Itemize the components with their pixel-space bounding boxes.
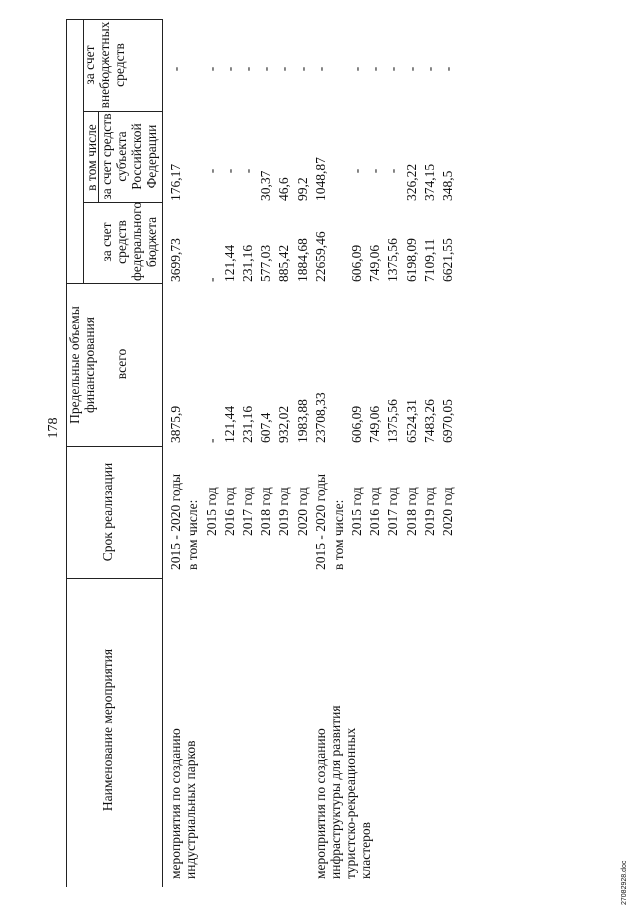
table-top-border [66, 19, 67, 887]
row-period: 2020 год [440, 487, 455, 536]
row-period-including: в том числе: [331, 499, 346, 570]
header-including: в том числе [84, 124, 99, 191]
row-extra: - [222, 66, 237, 72]
header-regional: за счет средств субъекта Российской Федерации [99, 113, 159, 200]
row-period: 2016 год [367, 487, 382, 536]
header-federal: за счет средств федерального бюджета [99, 201, 159, 281]
row-extra: - [204, 66, 219, 72]
row-extra: - [276, 66, 291, 72]
row-regional: 176,17 [168, 163, 183, 201]
row-regional: 1048,87 [313, 157, 328, 201]
row-total: 606,09 [349, 405, 364, 443]
row-extra: - [240, 66, 255, 72]
row-federal: 6621,55 [440, 238, 455, 282]
row-total: 1375,56 [385, 399, 400, 443]
row-period: 2020 год [295, 487, 310, 536]
row-regional: - [222, 168, 237, 174]
row-total: 607,4 [258, 412, 273, 443]
row-federal: 6198,09 [404, 238, 419, 282]
row-regional: - [204, 168, 219, 174]
row-extra: - [295, 66, 310, 72]
row-extra: - [258, 66, 273, 72]
row-extra: - [385, 66, 400, 72]
row-regional: 326,22 [404, 163, 419, 201]
row-name-tourist-clusters: мероприятия по созданию инфраструктуры для развития туристско-рекреационных кластеров [313, 705, 373, 879]
row-extra: - [440, 66, 455, 72]
row-regional: - [385, 168, 400, 174]
row-federal: 577,03 [258, 244, 273, 282]
col-divider-period [66, 446, 163, 447]
row-extra: - [313, 66, 328, 72]
header-period: Срок реализации [100, 462, 115, 562]
row-federal: 22659,46 [313, 231, 328, 282]
row-regional: 348,5 [440, 170, 455, 201]
row-regional: 99,2 [295, 177, 310, 201]
row-regional: 46,6 [276, 177, 291, 201]
row-extra: - [404, 66, 419, 72]
row-total: 6970,05 [440, 399, 455, 443]
row-federal: 885,42 [276, 244, 291, 282]
row-period: 2017 год [385, 487, 400, 536]
doc-id: 27082928.doc [621, 860, 628, 905]
row-federal: 121,44 [222, 244, 237, 282]
row-total: 231,16 [240, 405, 255, 443]
row-period: 2019 год [422, 487, 437, 536]
row-period: 2018 год [258, 487, 273, 536]
row-regional: - [367, 168, 382, 174]
row-federal: 7109,11 [422, 238, 437, 282]
header-bottom-border [162, 19, 163, 887]
row-total: 23708,33 [313, 392, 328, 443]
row-total: - [204, 438, 219, 443]
row-federal: 231,16 [240, 244, 255, 282]
row-period: 2015 - 2020 годы [168, 473, 183, 570]
row-extra: - [168, 66, 183, 72]
row-regional: - [349, 168, 364, 174]
row-federal: 606,09 [349, 244, 364, 282]
row-total: 1983,88 [295, 399, 310, 443]
page-number: 178 [46, 417, 61, 439]
row-federal: 1375,56 [385, 238, 400, 282]
row-period: 2015 год [349, 487, 364, 536]
row-total: 7483,26 [422, 399, 437, 443]
row-total: 749,06 [367, 405, 382, 443]
row-period: 2016 год [222, 487, 237, 536]
col-divider-name [66, 578, 163, 579]
row-extra: - [349, 66, 364, 72]
row-total: 6524,31 [404, 399, 419, 443]
row-total: 932,02 [276, 405, 291, 443]
row-regional: 374,15 [422, 163, 437, 201]
row-period: 2019 год [276, 487, 291, 536]
header-extra: за счет внебюджетных средств [82, 21, 127, 109]
row-name-industrial-parks: мероприятия по созданию индустриальных парков [168, 728, 198, 879]
row-period: 2015 - 2020 годы [313, 473, 328, 570]
row-period-including: в том числе: [185, 499, 200, 570]
row-period: 2015 год [204, 487, 219, 536]
row-federal: - [204, 277, 219, 282]
header-funding: Предельные объемы финансирования [67, 306, 97, 424]
row-federal: 1884,68 [295, 238, 310, 282]
row-regional: - [240, 168, 255, 174]
header-total: всего [114, 348, 129, 380]
row-period: 2017 год [240, 487, 255, 536]
row-total: 3875,9 [168, 405, 183, 443]
row-total: 121,44 [222, 405, 237, 443]
col-divider-funding [66, 283, 163, 284]
header-name: Наименование мероприятия [100, 648, 115, 812]
row-extra: - [422, 66, 437, 72]
row-extra: - [367, 66, 382, 72]
row-federal: 749,06 [367, 244, 382, 282]
row-period: 2018 год [404, 487, 419, 536]
row-federal: 3699,73 [168, 238, 183, 282]
row-regional: 30,37 [258, 170, 273, 201]
